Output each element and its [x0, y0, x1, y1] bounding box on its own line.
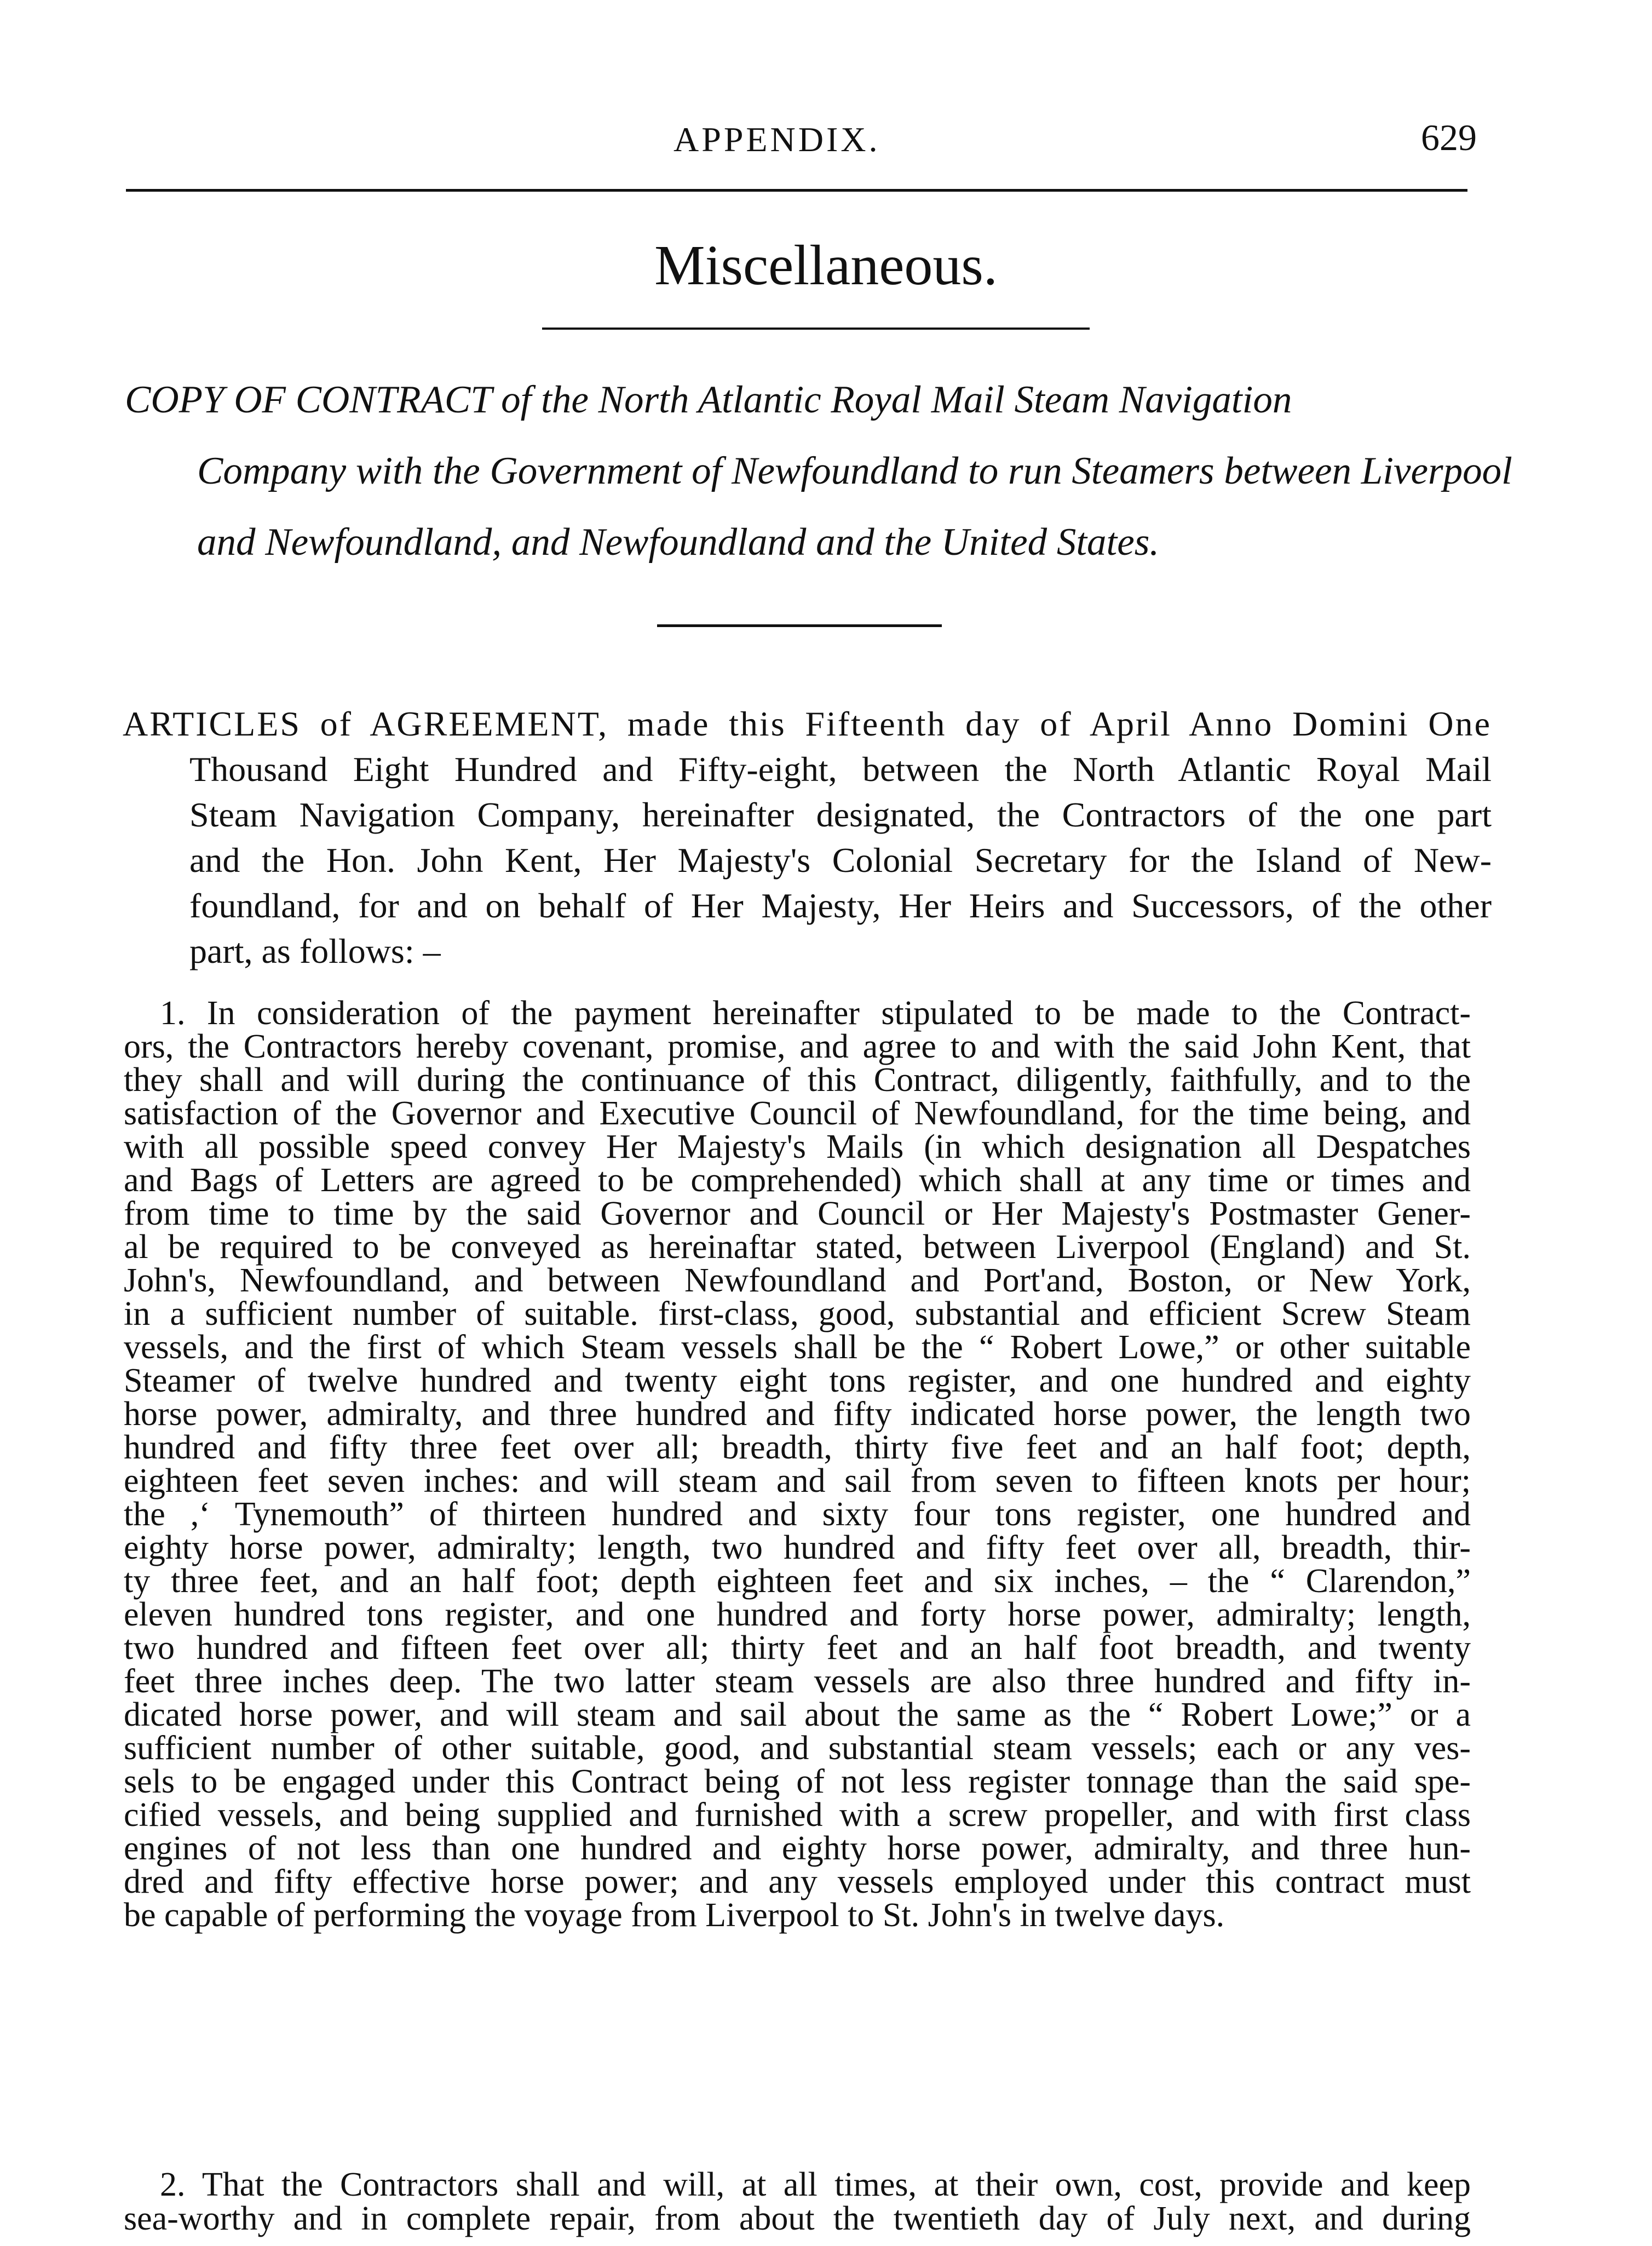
contract-title-line: and Newfoundland, and Newfoundland and the United States.: [197, 521, 1160, 564]
running-head: APPENDIX.: [674, 120, 880, 159]
section-divider: [657, 624, 942, 627]
articles-of-agreement: [123, 701, 1492, 974]
text-line: feet three inches deep. The two latter steam vessels are also three hundred and fifty in-: [124, 1663, 1471, 1700]
page-number: 629: [1421, 117, 1477, 158]
text-line: ty three feet, and an half foot; depth eighteen feet and six inches, – the “ Clarendon,”: [124, 1563, 1471, 1600]
text-line: sea-worthy and in complete repair, from about the twentieth day of July next, and during: [124, 2200, 1471, 2237]
text-line: al be required to be conveyed as hereinaftar stated, between Liverpool (England) and St.: [124, 1228, 1471, 1266]
text-line: sels to be engaged under this Contract being of not less register tonnage than the said spe-: [124, 1763, 1471, 1800]
text-line: cified vessels, and being supplied and furnished with a screw propeller, and with first class: [124, 1796, 1471, 1834]
text-line: foundland, for and on behalf of Her Majesty, Her Heirs and Successors, of the other: [189, 886, 1492, 925]
text-line: 1. In consideration of the payment hereinafter stipulated to be made to the Contract-: [160, 995, 1471, 1032]
text-line: eighty horse power, admiralty; length, two hundred and fifty feet over all, breadth, thir-: [124, 1529, 1471, 1566]
text-line: Steam Navigation Company, hereinafter designated, the Contractors of the one part: [189, 795, 1492, 834]
text-line: part, as follows: –: [189, 932, 441, 970]
text-line: Thousand Eight Hundred and Fifty-eight, between the North Atlantic Royal Mail: [189, 750, 1492, 789]
text-line: be capable of performing the voyage from Liverpool to St. John's in twelve days.: [124, 1897, 1225, 1934]
text-line: sufficient number of other suitable, good, and substantial steam vessels; each or any ves-: [124, 1730, 1471, 1767]
text-line: in a sufficient number of suitable. first-class, good, substantial and efficient Screw Steam: [124, 1295, 1471, 1332]
text-line: horse power, admiralty, and three hundred and fifty indicated horse power, the length two: [124, 1395, 1471, 1433]
paragraph-2: [124, 2168, 1471, 2236]
title-rule: [542, 328, 1090, 330]
header-rule: [126, 189, 1467, 192]
contract-title-line: COPY OF CONTRACT of the North Atlantic Royal Mail Steam Navigation: [125, 378, 1292, 421]
text-line: satisfaction of the Governor and Executive Council of Newfoundland, for the time being, and: [124, 1095, 1471, 1132]
text-line: the ,‘ Tynemouth” of thirteen hundred and sixty four tons register, one hundred and: [124, 1496, 1471, 1533]
contract-title: [125, 364, 1512, 578]
text-line: from time to time by the said Governor and Council or Her Majesty's Postmaster Gener-: [124, 1195, 1471, 1232]
text-line: engines of not less than one hundred and eighty horse power, admiralty, and three hun-: [124, 1830, 1471, 1867]
text-line: they shall and will during the continuance of this Contract, diligently, faithfully, and to the: [124, 1061, 1471, 1099]
text-line: dred and fifty effective horse power; and any vessels employed under this contract must: [124, 1863, 1471, 1900]
text-line: and Bags of Letters are agreed to be comprehended) which shall at any time or times and: [124, 1162, 1471, 1199]
text-line: two hundred and fifteen feet over all; thirty feet and an half foot breadth, and twenty: [124, 1629, 1471, 1667]
text-line: eleven hundred tons register, and one hundred and forty horse power, admiralty; length,: [124, 1596, 1471, 1633]
text-line: Steamer of twelve hundred and twenty eight tons register, and one hundred and eighty: [124, 1362, 1471, 1399]
text-line: John's, Newfoundland, and between Newfoundland and Port'and, Boston, or New York,: [124, 1262, 1471, 1299]
text-line: 2. That the Contractors shall and will, at all times, at their own, cost, provide and keep: [160, 2166, 1471, 2203]
paragraph-1: [124, 997, 1471, 1932]
text-line: and the Hon. John Kent, Her Majesty's Colonial Secretary for the Island of New-: [189, 841, 1492, 880]
text-line: hundred and fifty three feet over all; breadth, thirty five feet and an half foot; depth,: [124, 1429, 1471, 1466]
section-title: Miscellaneous.: [654, 234, 998, 297]
text-line: eighteen feet seven inches: and will steam and sail from seven to fifteen knots per hour;: [124, 1462, 1471, 1500]
text-line: dicated horse power, and will steam and sail about the same as the “ Robert Lowe;” or a: [124, 1696, 1471, 1733]
text-line: vessels, and the first of which Steam vessels shall be the “ Robert Lowe,” or other suitable: [124, 1329, 1471, 1366]
text-line: ors, the Contractors hereby covenant, promise, and agree to and with the said John Kent, that: [124, 1028, 1471, 1065]
contract-title-line: Company with the Government of Newfoundland to run Steamers between Liverpool: [197, 450, 1512, 492]
text-line: with all possible speed convey Her Majesty's Mails (in which designation all Despatches: [124, 1128, 1471, 1165]
text-line: ARTICLES of AGREEMENT, made this Fifteenth day of April Anno Domini One: [123, 704, 1492, 743]
